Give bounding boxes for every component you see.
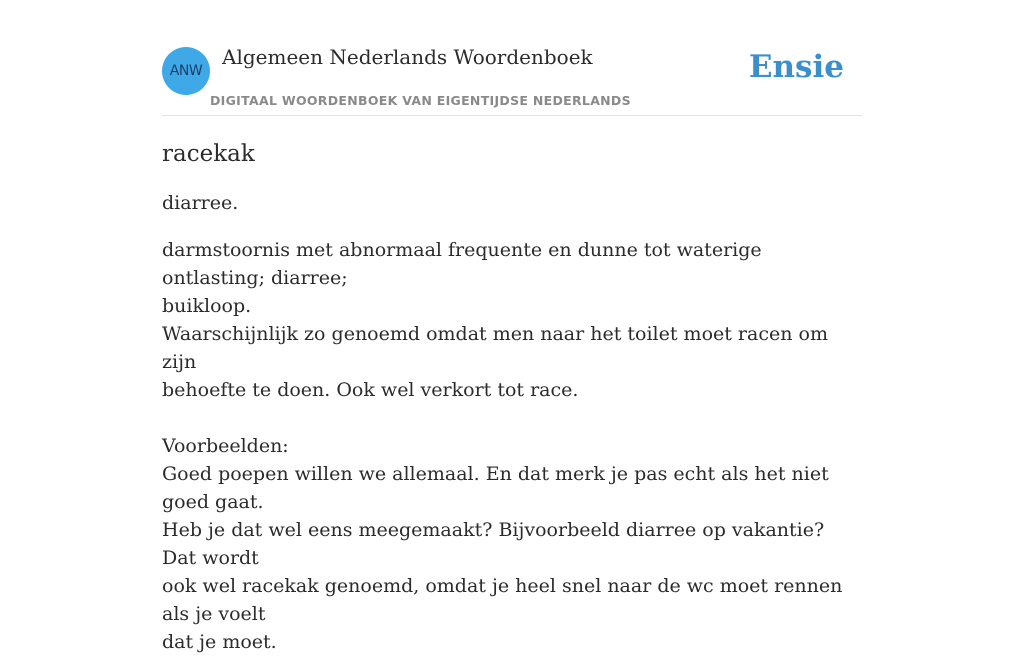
definition-line: Waarschijnlijk zo genoemd omdat men naar het toilet moet racen om zijn: [162, 323, 828, 373]
short-definition: diarree.: [162, 192, 239, 214]
long-definition: [162, 236, 862, 656]
site-header: [162, 0, 862, 116]
paragraph-spacer: [162, 404, 862, 432]
site-title[interactable]: Algemeen Nederlands Woordenboek: [222, 45, 593, 69]
ensie-brand-logo[interactable]: Ensie: [748, 49, 844, 85]
definition-line: behoefte te doen. Ook wel verkort tot race.: [162, 379, 579, 401]
anw-logo[interactable]: ANW: [162, 47, 210, 95]
definition-line: buikloop.: [162, 295, 252, 317]
entry-word: racekak: [162, 141, 255, 167]
example-line: Heb je dat wel eens meegemaakt? Bijvoorbeeld diarree op vakantie? Dat wordt: [162, 519, 825, 569]
entry-content: [162, 116, 862, 656]
examples-heading: Voorbeelden:: [162, 435, 289, 457]
example-line: Goed poepen willen we allemaal. En dat merk je pas echt als het niet goed gaat.: [162, 463, 829, 513]
site-subtitle: DIGITAAL WOORDENBOEK VAN EIGENTIJDSE NEDERLANDS: [210, 93, 631, 108]
example-line: dat je moet.: [162, 631, 277, 653]
example-line: ook wel racekak genoemd, omdat je heel snel naar de wc moet rennen als je voelt: [162, 575, 843, 625]
definition-line: darmstoornis met abnormaal frequente en dunne tot waterige ontlasting; diarree;: [162, 239, 762, 289]
